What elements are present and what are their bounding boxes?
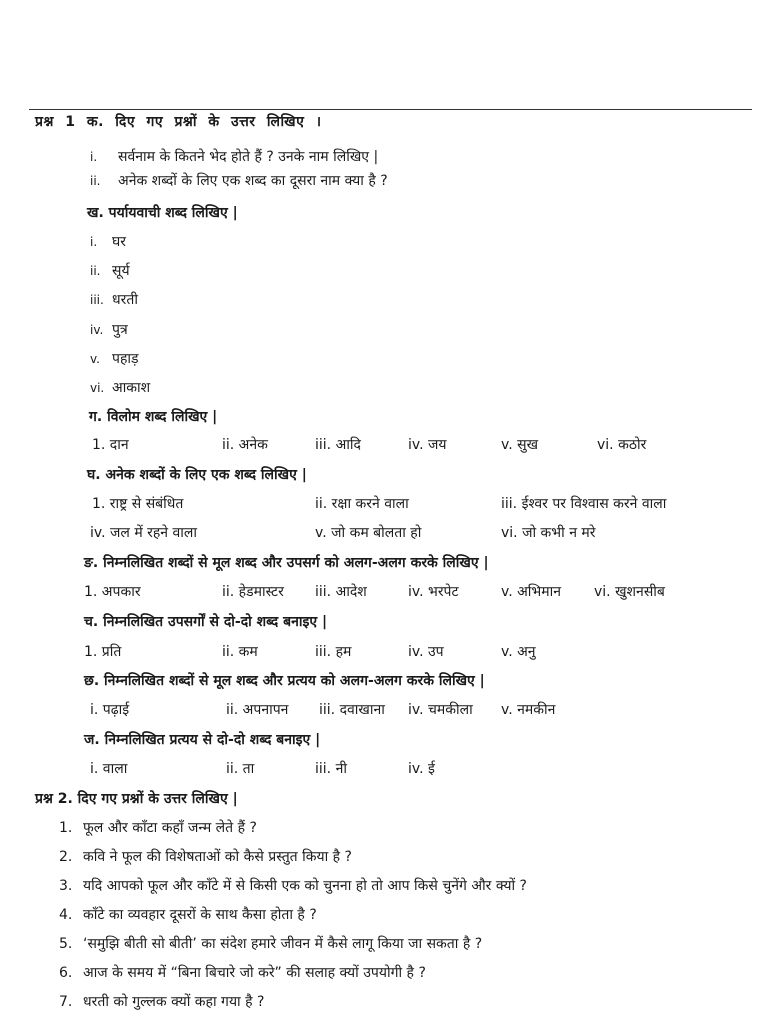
cha-item-2: ii. कम <box>222 644 258 660</box>
ka-item-1-num: i. <box>90 150 98 164</box>
q2-item-3-num: 3. <box>59 878 73 894</box>
chha-item-1: i. पढ़ाई <box>90 702 130 718</box>
ga-row <box>0 434 768 456</box>
kha-item-2 <box>90 261 130 281</box>
q2-item-1-num: 1. <box>59 820 73 836</box>
cha-item-5: v. अनु <box>501 644 536 660</box>
q2-item-4-text: काँटे का व्यवहार दूसरों के साथ कैसा होता है ? <box>83 907 317 923</box>
ga-item-6: vi. कठोर <box>597 437 647 453</box>
gha-item-3: iii. ईश्वर पर विश्वास करने वाला <box>501 496 667 512</box>
gha-row-2 <box>0 522 768 544</box>
gha-item-6: vi. जो कभी न मरे <box>501 525 596 541</box>
chha-item-5: v. नमकीन <box>501 702 556 718</box>
cha-row <box>0 641 768 663</box>
gha-item-4: iv. जल में रहने वाला <box>90 525 198 541</box>
cha-heading: च. निम्नलिखित उपसर्गों से दो-दो शब्द बनाइए | <box>84 614 328 630</box>
nga-row <box>0 581 768 603</box>
kha-item-2-num: ii. <box>90 264 101 278</box>
kha-item-1-text: घर <box>112 234 126 250</box>
kha-item-1-num: i. <box>90 235 98 249</box>
kha-item-2-text: सूर्य <box>112 263 130 279</box>
nga-item-4: iv. भरपेट <box>408 584 459 600</box>
kha-item-3-num: iii. <box>90 293 104 307</box>
ja-item-4: iv. ई <box>408 761 435 777</box>
nga-item-6: vi. खुशनसीब <box>594 584 665 600</box>
kha-item-1 <box>90 232 126 252</box>
kha-item-6 <box>90 378 150 398</box>
ga-item-3: iii. आदि <box>315 437 361 453</box>
kha-item-3-text: धरती <box>112 292 138 308</box>
cha-item-3: iii. हम <box>315 644 352 660</box>
ga-item-2: ii. अनेक <box>222 437 268 453</box>
ka-item-2-num: ii. <box>90 174 101 188</box>
kha-heading: ख. पर्यायवाची शब्द लिखिए | <box>87 205 238 221</box>
ka-item-1 <box>90 147 378 167</box>
q2-item-5-num: 5. <box>59 936 73 952</box>
ga-item-1: 1. दान <box>92 437 129 453</box>
ka-item-2-text: अनेक शब्दों के लिए एक शब्द का दूसरा नाम क्या है ? <box>118 173 388 189</box>
ja-item-1: i. वाला <box>90 761 128 777</box>
kha-item-3 <box>90 290 138 310</box>
chha-item-2: ii. अपनापन <box>226 702 289 718</box>
q2-item-2 <box>59 847 352 867</box>
q2-item-5-text: ‘समुझि बीती सो बीती’ का संदेश हमारे जीवन में कैसे लागू किया जा सकता है ? <box>83 936 483 952</box>
ja-item-2: ii. ता <box>226 761 255 777</box>
ja-item-3: iii. नी <box>315 761 347 777</box>
kha-item-6-text: आकाश <box>112 380 151 396</box>
ka-item-1-text: सर्वनाम के कितने भेद होते हैं ? उनके नाम लिखिए | <box>118 149 379 165</box>
q2-item-7 <box>59 992 264 1012</box>
q2-item-7-num: 7. <box>59 994 73 1010</box>
ja-heading: ज. निम्नलिखित प्रत्यय से दो-दो शब्द बनाइए | <box>84 732 321 748</box>
ga-item-5: v. सुख <box>501 437 539 453</box>
kha-item-6-num: vi. <box>90 381 105 395</box>
q2-item-5 <box>59 934 482 954</box>
cha-item-1: 1. प्रति <box>84 644 122 660</box>
gha-heading: घ. अनेक शब्दों के लिए एक शब्द लिखिए | <box>87 467 307 483</box>
ja-row <box>0 758 768 780</box>
q2-item-2-text: कवि ने फूल की विशेषताओं को कैसे प्रस्तुत किया है ? <box>83 849 352 865</box>
gha-item-5: v. जो कम बोलता हो <box>315 525 422 541</box>
nga-item-3: iii. आदेश <box>315 584 367 600</box>
q2-item-4-num: 4. <box>59 907 73 923</box>
gha-item-2: ii. रक्षा करने वाला <box>315 496 409 512</box>
kha-item-4 <box>90 320 128 340</box>
kha-item-4-text: पुत्र <box>112 322 128 338</box>
q2-item-6 <box>59 963 426 983</box>
q2-item-2-num: 2. <box>59 849 73 865</box>
cha-item-4: iv. उप <box>408 644 444 660</box>
q2-item-1-text: फूल और काँटा कहाँ जन्म लेते हैं ? <box>83 820 257 836</box>
q2-item-3 <box>59 876 527 896</box>
chha-item-3: iii. दवाखाना <box>319 702 385 718</box>
q2-heading: प्रश्न 2. दिए गए प्रश्नों के उत्तर लिखिए | <box>35 791 238 807</box>
q2-item-6-text: आज के समय में “बिना बिचारे जो करे” की सलाह क्यों उपयोगी है ? <box>83 965 426 981</box>
nga-item-2: ii. हेडमास्टर <box>222 584 284 600</box>
kha-item-4-num: iv. <box>90 323 104 337</box>
chha-row <box>0 699 768 721</box>
q2-item-1 <box>59 818 257 838</box>
q2-item-6-num: 6. <box>59 965 73 981</box>
nga-item-5: v. अभिमान <box>501 584 562 600</box>
q2-item-4 <box>59 905 317 925</box>
q2-item-3-text: यदि आपको फूल और काँटे में से किसी एक को चुनना हो तो आप किसे चुनेंगे और क्यों ? <box>83 878 527 894</box>
ka-item-2 <box>90 171 388 191</box>
chha-item-4: iv. चमकीला <box>408 702 473 718</box>
ga-heading: ग. विलोम शब्द लिखिए | <box>89 409 218 425</box>
gha-row-1 <box>0 493 768 515</box>
gha-item-1: 1. राष्ट्र से संबंधित <box>92 496 184 512</box>
header-rule <box>29 109 752 110</box>
q1-heading: प्रश्न 1 क. दिए गए प्रश्नों के उत्तर लिखिए । <box>35 114 322 130</box>
kha-item-5-text: पहाड़ <box>112 351 139 367</box>
chha-heading: छ. निम्नलिखित शब्दों से मूल शब्द और प्रत्यय को अलग-अलग करके लिखिए | <box>84 673 485 689</box>
q2-item-7-text: धरती को गुल्लक क्यों कहा गया है ? <box>83 994 265 1010</box>
ga-item-4: iv. जय <box>408 437 447 453</box>
nga-item-1: 1. अपकार <box>84 584 141 600</box>
kha-item-5-num: v. <box>90 352 100 366</box>
kha-item-5 <box>90 349 139 369</box>
nga-heading: ङ. निम्नलिखित शब्दों से मूल शब्द और उपसर्ग को अलग-अलग करके लिखिए | <box>84 555 489 571</box>
